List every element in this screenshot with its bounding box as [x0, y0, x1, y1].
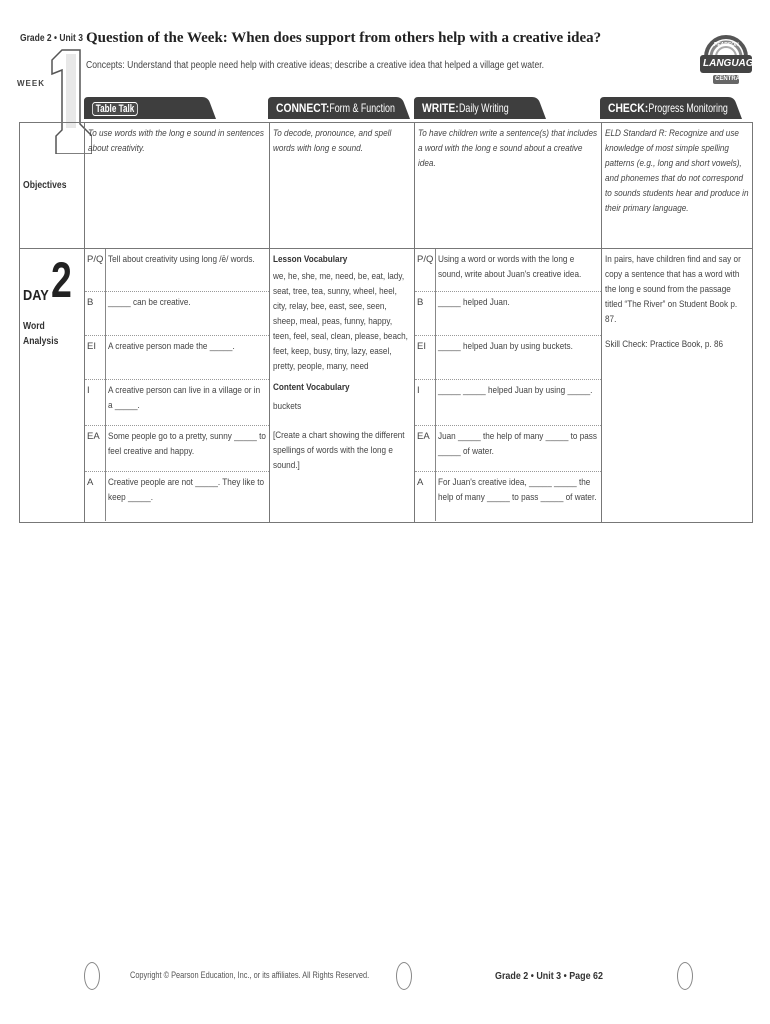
level-row	[415, 249, 601, 291]
level-text-content: A creative person can live in a village or in a _____.	[108, 384, 261, 411]
skill-check-text: Skill Check: Practice Book, p. 86	[605, 339, 724, 350]
tab-write	[414, 97, 546, 119]
level-tag: B	[85, 291, 106, 335]
tab-check	[600, 97, 742, 119]
punch-hole-icon	[677, 962, 693, 990]
day-label-cell	[20, 249, 85, 523]
objective-check	[602, 123, 753, 249]
level-tag: EI	[415, 335, 436, 379]
level-text	[106, 471, 269, 521]
check-day-cell	[602, 249, 753, 523]
objectives-label: Objectives	[23, 180, 67, 191]
level-row	[415, 291, 601, 335]
level-row	[415, 425, 601, 471]
level-tag: EA	[85, 425, 106, 471]
objective-write	[415, 123, 602, 249]
level-row	[85, 335, 269, 379]
level-row	[415, 335, 601, 379]
level-text	[106, 335, 269, 379]
day-number: 2	[51, 252, 73, 308]
level-row	[85, 471, 269, 521]
tab-write-label: Daily Writing	[458, 101, 509, 115]
lesson-vocab-words-text: we, he, she, me, need, be, eat, lady, seat, tree, tea, sunny, wheel, heel, city, relay, bee, east, see, seen, sheep, meal, peas, funny, happy, teen, feel, seal, clean, please, beach, feet, keep, busy, tiny, lazy, easel, pretty, people, many, need	[273, 271, 408, 372]
concepts-text: Concepts: Understand that people need help with creative ideas; describe a creative idea that helped a village get water.	[86, 60, 545, 71]
check-activity-text: In pairs, have children find and say or copy a sentence that has a word with the long e sound from the passage titled “The River” on Student Book p. 87.	[605, 254, 741, 325]
level-row	[415, 471, 601, 521]
language-central-logo	[700, 33, 761, 89]
level-tag: P/Q	[415, 249, 436, 291]
page-number: Grade 2 • Unit 3 • Page 62	[495, 970, 603, 982]
content-vocab-words	[273, 399, 411, 414]
table-talk-label: Table Talk	[92, 102, 138, 116]
level-text-content: Using a word or words with the long e sound, write about Juan's creative idea.	[438, 254, 582, 280]
level-text	[436, 291, 601, 335]
level-row	[85, 425, 269, 471]
chart-note	[273, 428, 411, 473]
level-row	[85, 249, 269, 291]
tab-write-bold: WRITE:	[422, 101, 459, 115]
objective-write-text: To have children write a sentence(s) that includes a word with the long e sound about a creative idea.	[418, 128, 598, 169]
level-row	[85, 291, 269, 335]
day-row	[20, 249, 753, 523]
week-label: WEEK	[17, 79, 45, 88]
level-text-content: Some people go to a pretty, sunny _____ to feel creative and happy.	[108, 430, 267, 457]
level-text-content: Juan _____ the help of many _____ to pass _____ of water.	[438, 430, 598, 457]
tab-table-talk	[84, 97, 216, 119]
level-text-content: _____ can be creative.	[108, 296, 192, 308]
question-of-week: Question of the Week: When does support from others help with a creative idea?	[86, 30, 602, 46]
day-word: DAY	[23, 287, 49, 304]
level-text-content: For Juan's creative idea, _____ _____ the help of many _____ to pass _____ of water.	[438, 476, 597, 503]
day-topic: Word Analysis	[23, 321, 59, 347]
level-text	[436, 249, 601, 291]
skill-check	[605, 337, 749, 352]
tabletalk-day-cell	[85, 249, 270, 523]
level-text-content: A creative person made the _____.	[108, 340, 236, 352]
level-text-content: Creative people are not _____. They like to keep _____.	[108, 476, 265, 503]
level-text-content: _____ _____ helped Juan by using _____.	[438, 384, 593, 396]
level-text	[436, 335, 601, 379]
level-tag: EA	[415, 425, 436, 471]
tab-connect-bold: CONNECT:	[276, 101, 330, 115]
level-tag: B	[415, 291, 436, 335]
chart-note-text: [Create a chart showing the different spellings of words with the long e sound.]	[273, 430, 405, 471]
level-text-content: _____ helped Juan by using buckets.	[438, 340, 574, 352]
content-vocab-heading-text: Content Vocabulary	[273, 382, 350, 393]
level-row	[415, 379, 601, 425]
objective-connect-text: To decode, pronounce, and spell words with long e sound.	[273, 128, 392, 154]
level-row	[85, 379, 269, 425]
level-text	[436, 425, 601, 471]
check-activity	[605, 252, 749, 327]
level-text	[436, 379, 601, 425]
level-tag: I	[415, 379, 436, 425]
level-tag: A	[415, 471, 436, 521]
tab-check-label: Progress Monitoring	[648, 101, 728, 115]
level-tag: EI	[85, 335, 106, 379]
punch-hole-icon	[84, 962, 100, 990]
punch-hole-icon	[396, 962, 412, 990]
tab-connect	[268, 97, 410, 119]
objectives-row	[20, 123, 753, 249]
level-text	[106, 291, 269, 335]
objective-tabletalk-text: To use words with the long e sound in sentences about creativity.	[88, 128, 264, 154]
lesson-grid	[19, 122, 753, 523]
tab-check-bold: CHECK:	[608, 101, 649, 115]
level-text	[106, 379, 269, 425]
logo-bottom-text: CENTRAL	[715, 76, 744, 82]
content-vocab-heading	[273, 380, 411, 395]
level-text	[436, 471, 601, 521]
level-tag: I	[85, 379, 106, 425]
content-vocab-words-text: buckets	[273, 401, 302, 412]
objective-check-text: ELD Standard R: Recognize and use knowledge of most simple spelling patterns (e.g., long and short vowels), and phonemes that do not correspond to sounds students hear and produce in their primary language.	[605, 128, 749, 214]
day-topic-wrap	[23, 319, 81, 349]
write-day-cell	[415, 249, 602, 523]
write-levels	[415, 249, 601, 521]
copyright: Copyright © Pearson Education, Inc., or its affiliates. All Rights Reserved.	[130, 970, 370, 980]
lesson-vocab-heading-text: Lesson Vocabulary	[273, 254, 348, 265]
objective-connect	[270, 123, 415, 249]
objectives-label-cell	[20, 123, 85, 249]
day-badge	[23, 252, 81, 308]
tabletalk-levels	[85, 249, 269, 521]
level-tag: A	[85, 471, 106, 521]
level-text-content: Tell about creativity using long /ē/ words.	[108, 254, 256, 265]
logo-top-text: PEARSON	[714, 42, 739, 48]
level-text-content: _____ helped Juan.	[438, 296, 511, 308]
logo-main-text: LANGUAGE	[703, 58, 761, 69]
grade-unit-label: Grade 2 • Unit 3	[20, 33, 83, 44]
lesson-vocab-words	[273, 269, 411, 374]
level-text	[106, 249, 269, 291]
tab-connect-label: Form & Function	[329, 101, 395, 115]
lesson-vocab-heading	[273, 252, 411, 267]
level-text	[106, 425, 269, 471]
connect-day-cell	[270, 249, 415, 523]
level-tag: P/Q	[85, 249, 106, 291]
objective-tabletalk	[85, 123, 270, 249]
